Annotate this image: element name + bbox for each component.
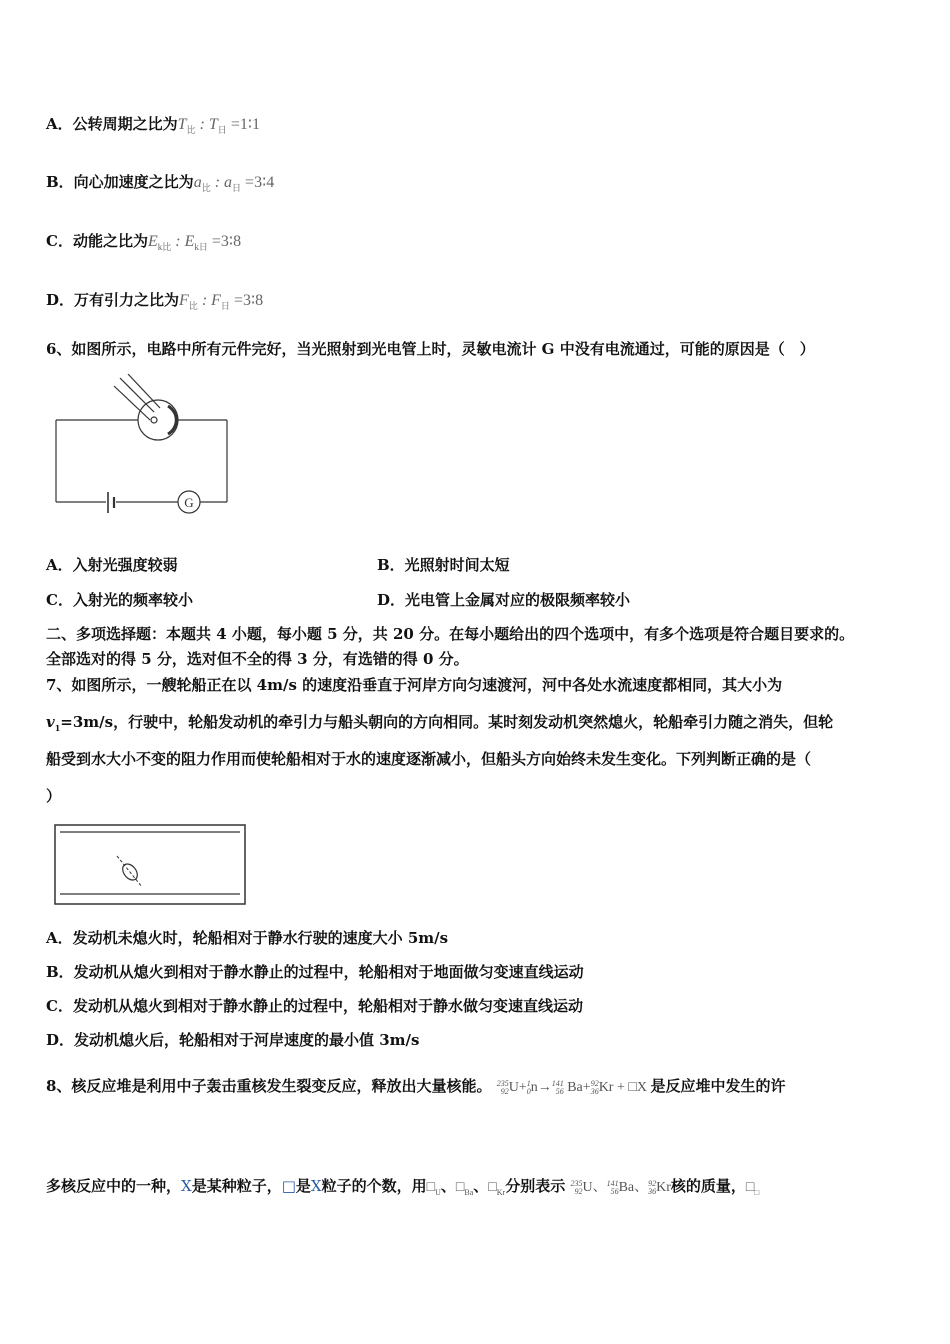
mass-symbol-u: $□_U$ — [426, 1180, 441, 1197]
q7-stem-line4: ） — [46, 787, 62, 805]
q8-stem-tail: 是反应堆中发生的许 — [650, 1077, 786, 1095]
q8-stem-text: 8、核反应堆是利用中子轰击重核发生裂变反应，释放出大量核能。 — [46, 1077, 492, 1095]
q6-option-b: B．光照射时间太短 — [377, 556, 510, 574]
option-label: C．动能之比为 — [46, 232, 148, 250]
q5-option-d — [46, 290, 263, 316]
photocell-anode — [151, 417, 157, 423]
option-label: B．向心加速度之比为 — [46, 173, 194, 191]
q7-stem-line1: 7、如图所示，一艘轮船正在以 4m/s 的速度沿垂直于河岸方向匀速渡河，河中各处水流速度都相同，其大小为 — [46, 676, 783, 694]
q6-option-c: C．入射光的频率较小 — [46, 591, 193, 609]
option-label: D．万有引力之比为 — [46, 291, 180, 309]
option-formula: $E_{k比}$ : $E_{k日}$ =3∶8 — [147, 233, 242, 253]
section2-heading-line2: 全部选对的得 5 分，选对但不全的得 3 分，有选错的得 0 分。 — [46, 650, 469, 668]
mass-symbol-ba: $□_{Ba}$ — [455, 1180, 474, 1197]
nuclide-kr92: 92 36 — [590, 1078, 599, 1096]
q7-option-b: B．发动机从熄火到相对于静水静止的过程中，轮船相对于地面做匀变速直线运动 — [46, 963, 584, 981]
q6-option-d: D．光电管上金属对应的极限频率较小 — [377, 591, 631, 609]
q7-option-d: D．发动机熄火后，轮船相对于河岸速度的最小值 3m/s — [46, 1031, 420, 1049]
nuclide-ba141: 141 56 — [551, 1078, 564, 1096]
nuclide-neutron: 1 0 — [526, 1078, 531, 1096]
q5-option-b — [46, 172, 274, 198]
q8-stem-line1 — [46, 1076, 785, 1098]
section2-heading-line1: 二、多项选择题：本题共 4 小题，每小题 5 分，共 20 分。在每小题给出的四个选项中，有多个选项是符合题目要求的。 — [46, 625, 855, 643]
q5-option-c — [46, 231, 241, 257]
option-label: A．公转周期之比为 — [46, 115, 178, 133]
q8-stem-line2: 多核反应中的一种，X是某种粒子，□是X粒子的个数，用$□_U$、$□_{Ba}$、$□_{Kr}$分别表示 235 92U、141 56Ba、92 36Kr核的质量，$□_□$ — [46, 1177, 760, 1197]
option-formula: $F_比$ : $F_日$ =3∶8 — [179, 292, 264, 312]
photoelectric-circuit-diagram — [50, 368, 235, 520]
mass-symbol-kr: $□_{Kr}$ — [488, 1180, 506, 1197]
nuclide-u235: 235 92 — [496, 1078, 509, 1096]
boat-heading-line — [117, 856, 142, 887]
trailing-symbol: $□_□$ — [745, 1180, 760, 1197]
nuclear-reaction-equation: 235 92U+1 0n→141 56 Ba+92 36Kr + □X — [496, 1078, 647, 1096]
nuclide-symbols: 235 92U、141 56Ba、92 36Kr — [570, 1178, 671, 1196]
river-boat-diagram — [54, 824, 247, 906]
q6-option-a: A．入射光强度较弱 — [46, 556, 178, 574]
q7-stem-line3: 船受到水大小不变的阻力作用而使轮船相对于水的速度逐渐减小，但船头方向始终未发生变化。下列判断正确的是（ — [46, 750, 812, 768]
option-formula: $T_比$ : $T_日$ =1∶1 — [177, 116, 260, 136]
option-formula: $a_比$ : $a_日$ =3∶4 — [193, 174, 275, 194]
q7-option-c: C．发动机从熄火到相对于静水静止的过程中，轮船相对于静水做匀变速直线运动 — [46, 997, 583, 1015]
q6-stem: 6、如图所示，电路中所有元件完好，当光照射到光电管上时，灵敏电流计 G 中没有电流通过，可能的原因是（ ） — [46, 340, 815, 358]
q5-option-a — [46, 114, 260, 140]
q7-stem-line2: $v_1=3m/s$，行驶中，轮船发动机的牵引力与船头朝向的方向相同。某时刻发动机突然熄火，轮船牵引力随之消失，但轮 — [46, 713, 834, 733]
diagram-frame — [55, 825, 245, 904]
galvanometer-label: G — [184, 495, 194, 510]
q7-option-a: A．发动机未熄火时，轮船相对于静水行驶的速度大小 5m/s — [46, 929, 449, 947]
